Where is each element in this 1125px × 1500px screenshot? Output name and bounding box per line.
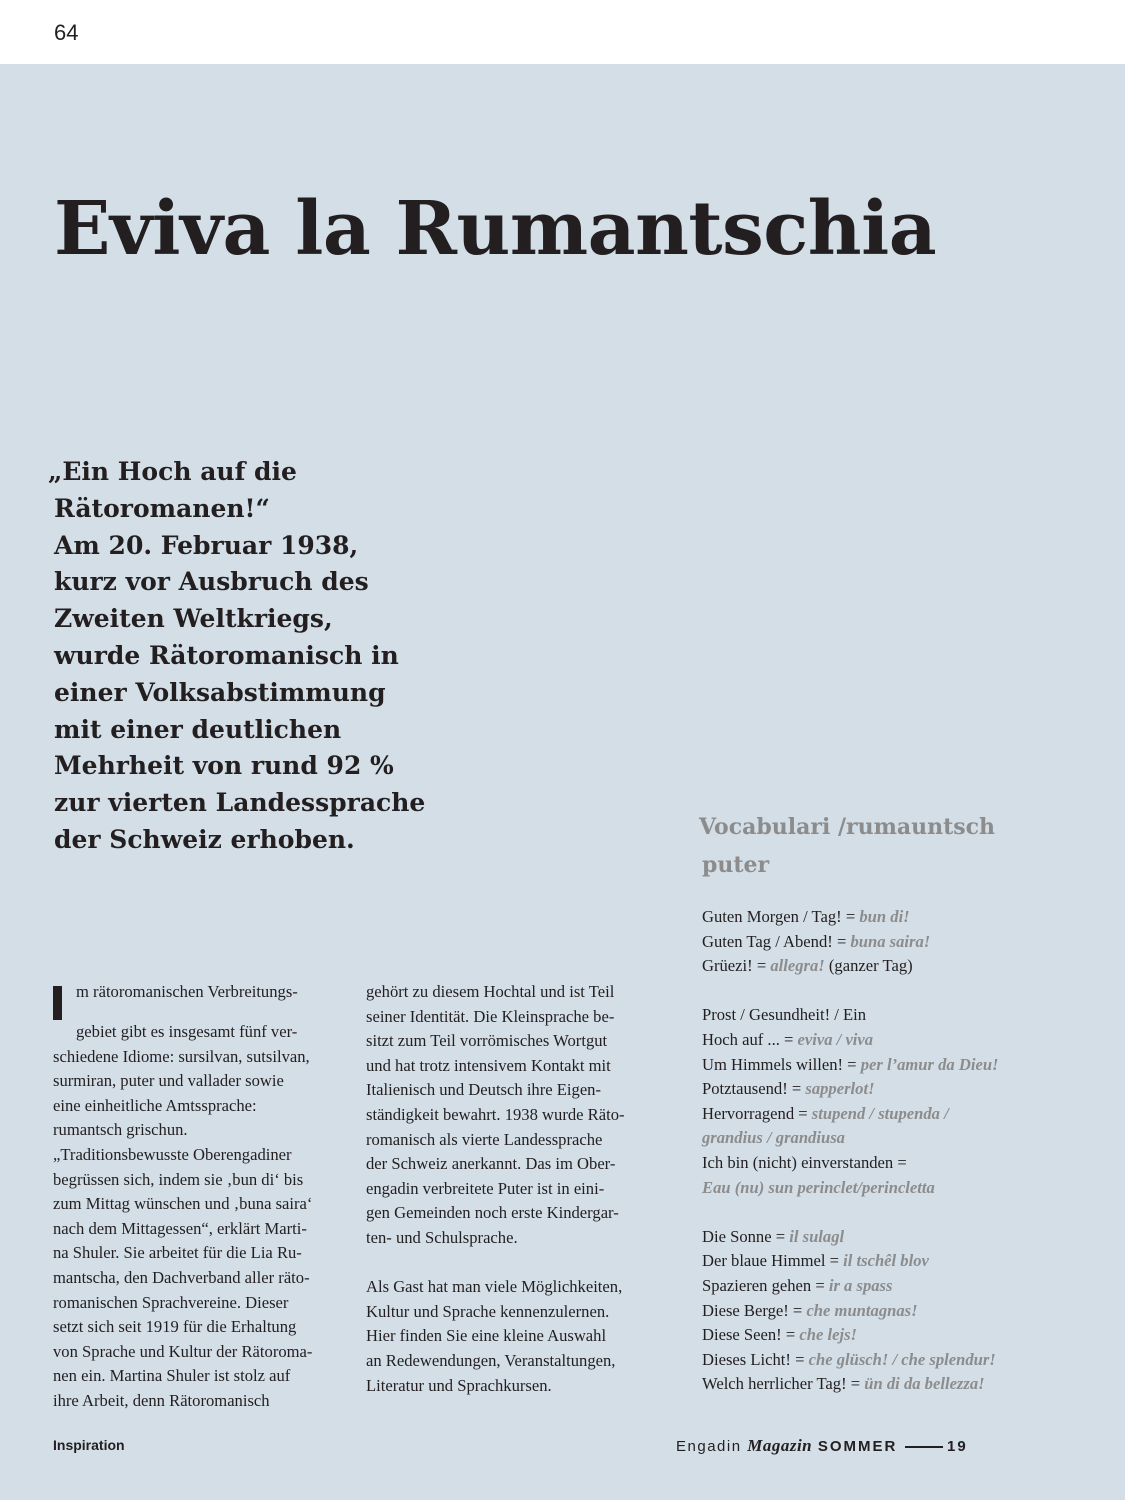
vocab-entry <box>702 1274 1102 1299</box>
lead-line: kurz vor Ausbruch des <box>54 567 369 597</box>
body-line: nach dem Mittagessen“, erklärt Marti- <box>53 1218 307 1238</box>
vocab-romansh: ir a spass <box>828 1275 893 1295</box>
vocab-romansh: grandius / grandiusa <box>702 1128 845 1148</box>
body-line <box>53 980 349 1020</box>
vocab-romansh: buna saira! <box>850 931 931 951</box>
group-gap <box>702 979 1102 1004</box>
page-number: 64 <box>54 20 79 45</box>
body-line: gen Gemeinden noch erste Kindergar- <box>366 1203 619 1223</box>
vocab-german: Hoch auf ... = <box>702 1029 798 1049</box>
vocab-entry <box>702 930 1102 955</box>
body-line: zum Mittag wünschen und ‚buna saira‘ <box>53 1194 313 1214</box>
lead-line: einer Volksabstimmung <box>54 677 386 707</box>
vocab-german: Diese Seen! = <box>702 1325 800 1345</box>
vocab-romansh: bun di! <box>859 907 910 926</box>
body-line: Als Gast hat man viele Möglichkeiten, <box>366 1277 623 1297</box>
vocab-romansh: allegra! <box>770 956 825 976</box>
vocab-entry <box>702 1372 1102 1397</box>
vocab-german: Guten Tag / Abend! = <box>702 931 851 951</box>
magazine-name: Magazin <box>747 1436 813 1455</box>
lead-line: Mehrheit von rund 92 % <box>54 751 394 781</box>
lead-line: Am 20. Februar 1938, <box>54 530 359 560</box>
vocab-german: Die Sonne = <box>702 1226 790 1246</box>
season-label: SOMMER <box>817 1438 898 1455</box>
vocabulary-heading-line: puter <box>702 852 770 878</box>
vocab-german: Potztausend! = <box>702 1079 806 1099</box>
vocab-romansh: stupend / stupenda / <box>811 1103 949 1123</box>
footer-rule <box>905 1446 943 1448</box>
body-line: begrüssen sich, indem sie ‚bun di‘ bis <box>53 1169 304 1189</box>
body-column-2 <box>366 980 662 1398</box>
paragraph-gap <box>366 1251 662 1276</box>
body-line: der Schweiz anerkannt. Das im Ober- <box>366 1154 616 1174</box>
body-line: Hier finden Sie eine kleine Auswahl <box>366 1326 607 1346</box>
lead-line: der Schweiz erhoben. <box>54 824 355 854</box>
body-line: gehört zu diesem Hochtal und ist Teil <box>366 982 615 1001</box>
vocab-entry <box>702 1176 1102 1201</box>
vocab-romansh: ün di da bellezza! <box>864 1374 985 1394</box>
vocab-romansh: che lejs! <box>799 1325 857 1345</box>
vocab-romansh: che muntagnas! <box>806 1300 918 1320</box>
vocab-entry <box>702 1249 1102 1274</box>
lead-line: wurde Rätoromanisch in <box>54 640 399 670</box>
vocab-entry <box>702 1225 1102 1250</box>
lead-line: zur vierten Landessprache <box>54 788 426 818</box>
vocab-romansh: Eau (nu) sun perinclet/perincletta <box>702 1177 935 1197</box>
vocab-german: Prost / Gesundheit! / Ein <box>702 1005 867 1025</box>
vocab-entry <box>702 1053 1102 1078</box>
vocab-romansh: il sulagl <box>789 1226 845 1246</box>
body-line: Literatur und Sprachkursen. <box>366 1375 552 1395</box>
body-line: und hat trotz intensivem Kontakt mit <box>366 1055 611 1075</box>
vocab-note: (ganzer Tag) <box>824 956 913 976</box>
body-line: gebiet gibt es insgesamt fünf ver- <box>76 1022 298 1041</box>
body-line: sitzt zum Teil vorrömisches Wortgut <box>366 1031 608 1051</box>
vocabulary-heading-line: Vocabulari /rumauntsch <box>699 814 996 840</box>
body-line: Italienisch und Deutsch ihre Eigen- <box>366 1080 602 1100</box>
body-line: ihre Arbeit, denn Rätoromanisch <box>53 1390 270 1410</box>
drop-cap-text: m rätoromanischen Verbreitungs- <box>76 982 298 1001</box>
body-line: nen ein. Martina Shuler ist stolz auf <box>53 1366 291 1386</box>
vocab-entry <box>702 1028 1102 1053</box>
vocab-entry <box>702 1299 1102 1324</box>
body-line: seiner Identität. Die Kleinsprache be- <box>366 1006 615 1026</box>
vocab-romansh: per l’amur da Dieu! <box>860 1054 999 1074</box>
vocab-german: Grüezi! = <box>702 956 771 976</box>
vocab-entry <box>702 954 1102 979</box>
group-gap <box>702 1200 1102 1225</box>
vocab-romansh: sapperlot! <box>805 1079 875 1099</box>
vocab-german: Welch herrlicher Tag! = <box>702 1374 865 1394</box>
vocab-german: Diese Berge! = <box>702 1300 807 1320</box>
body-line: setzt sich seit 1919 für die Erhaltung <box>53 1317 297 1337</box>
body-line: romanisch als vierte Landessprache <box>366 1129 603 1149</box>
lead-paragraph <box>48 454 468 859</box>
vocab-german: Um Himmels willen! = <box>702 1054 861 1074</box>
section-label: Inspiration <box>53 1437 125 1453</box>
body-line: Kultur und Sprache kennenzulernen. <box>366 1301 610 1321</box>
body-line: romanischen Sprachvereine. Dieser <box>53 1292 289 1312</box>
body-line: mantscha, den Dachverband aller räto- <box>53 1267 310 1287</box>
lead-line: Rätoromanen!“ <box>54 493 270 523</box>
body-line: schiedene Idiome: sursilvan, sutsilvan, <box>53 1046 310 1066</box>
vocab-entry <box>702 1126 1102 1151</box>
body-line: ten- und Schulsprache. <box>366 1227 518 1247</box>
body-line: na Shuler. Sie arbeitet für die Lia Ru- <box>53 1243 302 1263</box>
vocab-romansh: il tschêl blov <box>843 1251 929 1271</box>
body-line: rumantsch grischun. <box>53 1120 188 1140</box>
body-line: an Redewendungen, Veranstaltungen, <box>366 1350 616 1370</box>
magazine-footer <box>676 1436 968 1456</box>
vocab-german: Ich bin (nicht) einverstanden = <box>702 1152 907 1172</box>
lead-line: Zweiten Weltkriegs, <box>54 604 333 634</box>
vocabulary-heading <box>699 808 995 884</box>
vocab-entry <box>702 1323 1102 1348</box>
vocabulary-list <box>702 905 1102 1397</box>
body-line: eine einheitliche Amtssprache: <box>53 1095 257 1115</box>
lead-line: „Ein Hoch auf die <box>48 457 297 486</box>
body-line: ständigkeit bewahrt. 1938 wurde Räto- <box>366 1104 625 1124</box>
body-line: engadin verbreitete Puter ist in eini- <box>366 1178 605 1198</box>
magazine-prefix: Engadin <box>676 1438 748 1455</box>
vocab-entry <box>702 1077 1102 1102</box>
vocab-german: Der blaue Himmel = <box>702 1251 844 1271</box>
vocab-entry <box>702 1348 1102 1373</box>
vocab-german: Spazieren gehen = <box>702 1275 829 1295</box>
vocab-german: Dieses Licht! = <box>702 1349 809 1369</box>
drop-cap-bar <box>53 986 62 1020</box>
vocab-entry <box>702 1151 1102 1176</box>
vocab-entry <box>702 905 1102 930</box>
vocab-romansh: eviva / viva <box>797 1029 874 1049</box>
vocab-german: Hervorragend = <box>702 1103 812 1123</box>
vocab-entry <box>702 1003 1102 1028</box>
vocab-romansh: che glüsch! / che splendur! <box>808 1349 996 1369</box>
body-line: surmiran, puter und vallader sowie <box>53 1071 284 1091</box>
lead-line: mit einer deutlichen <box>54 714 342 744</box>
issue-page-number: 19 <box>946 1438 968 1455</box>
body-line: von Sprache und Kultur der Rätoroma- <box>53 1341 313 1361</box>
vocab-entry <box>702 1102 1102 1127</box>
vocab-german: Guten Morgen / Tag! = <box>702 907 860 926</box>
body-column-1 <box>53 980 349 1414</box>
body-line: „Traditionsbewusste Oberengadiner <box>53 1144 292 1164</box>
article-title: Eviva la Rumantschia <box>54 186 937 272</box>
